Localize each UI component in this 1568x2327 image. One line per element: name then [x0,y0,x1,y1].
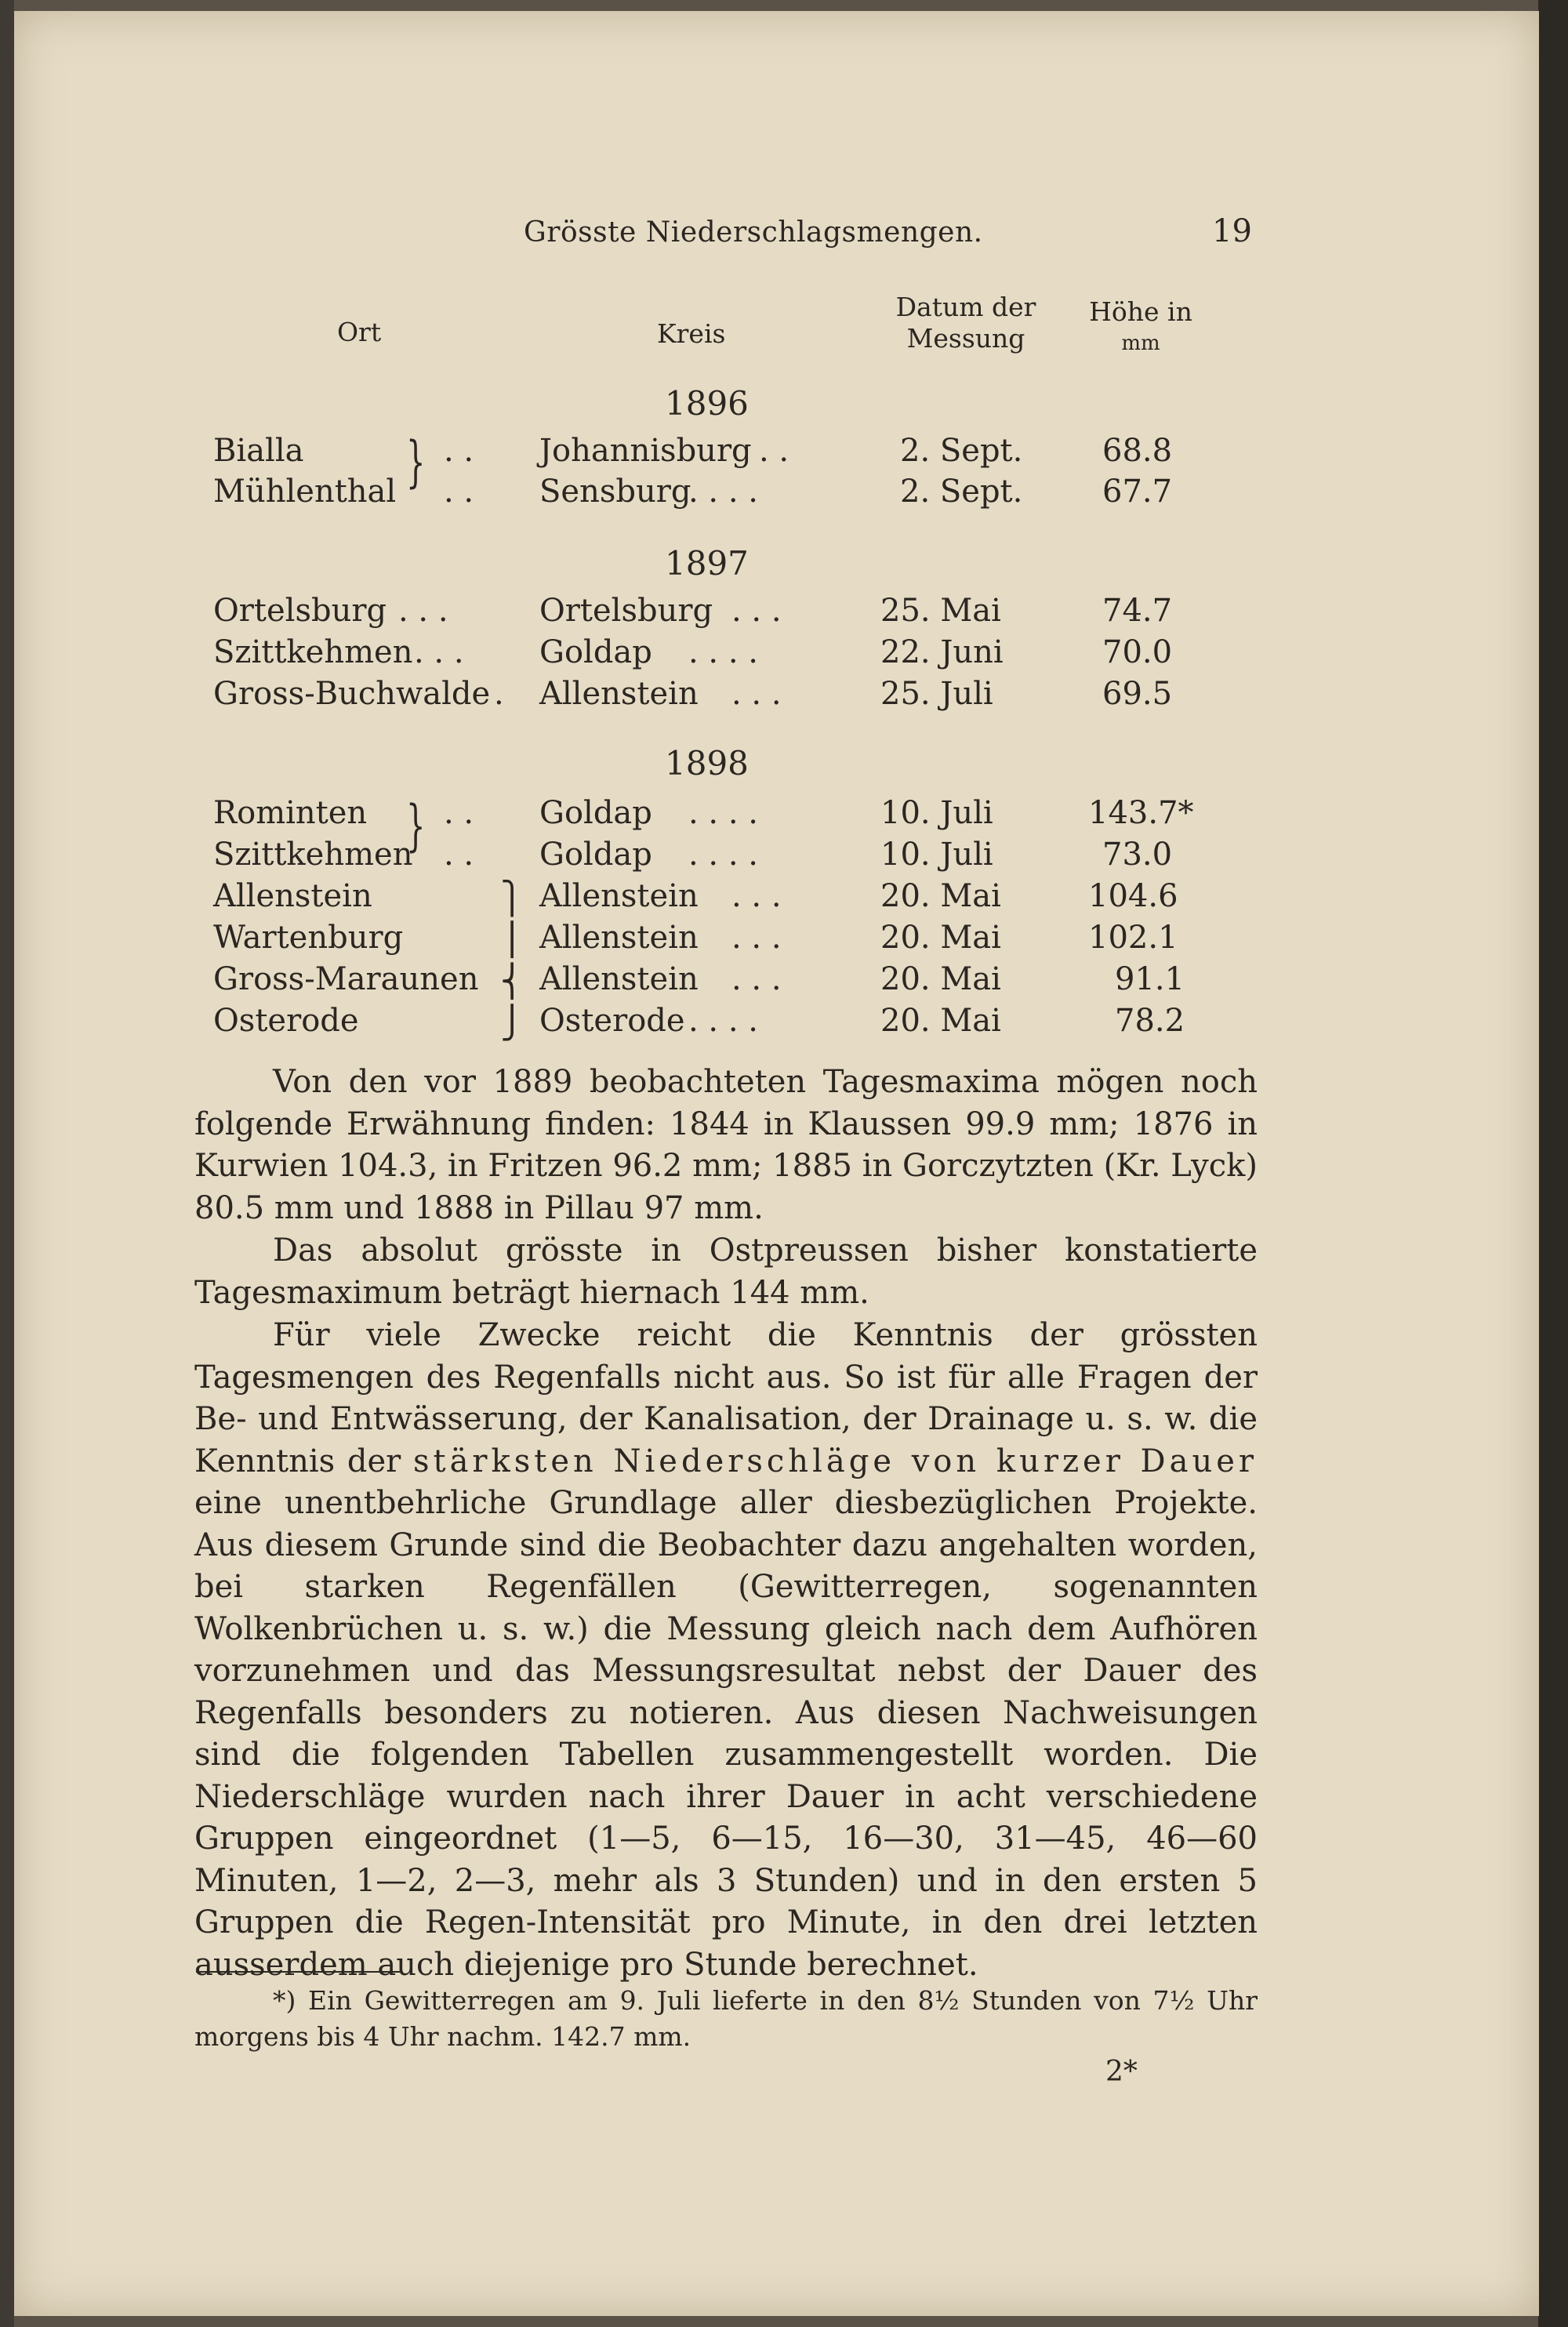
col-header-datum [880,292,1052,354]
footnote-rule [196,1971,401,1973]
dot-leader: . [494,676,504,712]
ort-cell: Allenstein [213,878,372,914]
kreis-cell: Goldap [539,634,652,670]
footnote: *) Ein Gewitterregen am 9. Juli lieferte in den 8½ Stunden von 7½ Uhr morgens bis 4 Uhr nachm. 142.7 mm. [194,1985,1258,2052]
dot-leader: . . . [731,878,782,914]
paragraph-3-end: eine unentbehrliche Grundlage aller diesbezüglichen Projekte. Aus diesem Grunde sind die Beobachter dazu angehalten worden, bei starken Regenfällen (Gewitterregen, sogenannten Wolkenbrüchen u. s. w.) die Messung gleich nach dem Aufhören vorzunehmen und das Messungsresultat nebst der Dauer des Regenfalls besonders zu notieren. Aus diesen Nachweisungen sind die folgenden Tabellen zusammengestellt worden. Die Niederschläge wurden nach ihrer Dauer in acht verschiedene Gruppen eingeordnet (1—5, 6—15, 16—30, 31—45, 46—60 Minuten, 1—2, 2—3, mehr als 3 Stunden) und in den ersten 5 Gruppen die Regen-Intensität pro Minute, in den drei letzten ausserdem auch diejenige pro Stunde berechnet. [194,1485,1258,1983]
brace-1898-b: ⎫ ⎪ ⎨ ⎭ [500,880,524,1041]
paragraph-1: Von den vor 1889 beobachteten Tagesmaxima mögen noch folgende Erwähnung finden: 1844 in Klaussen 99.9 mm; 1876 in Kurwien 104.3, in Fritzen 96.2 mm; 1885 in Gorczytzten (Kr. Lyck) 80.5 mm und 1888 in Pillau 97 mm. [194,1064,1258,1226]
datum-cell: 20. Mai [880,920,1001,956]
ort-cell: Rominten [213,795,368,831]
dot-leader: . . [444,474,474,510]
dot-leader: . . . [731,920,782,956]
dot-leader: . . [444,433,474,469]
dot-leader: . . . [398,593,448,629]
year-heading: 1897 [665,544,749,583]
dot-leader: . . . [731,593,782,629]
datum-cell: 20. Mai [880,1003,1001,1039]
dot-leader: . . . [414,634,464,670]
col-header-hoehe-line1: Höhe in [1089,296,1192,327]
ort-cell: Wartenburg [213,920,404,956]
page-number: 19 [1212,213,1252,249]
year-heading: 1898 [665,744,749,782]
kreis-cell: Allenstein [539,676,699,712]
kreis-cell: Ortelsburg [539,593,713,629]
col-header-ort: Ort [337,317,382,347]
year-heading: 1896 [665,384,749,423]
datum-cell: 10. Juli [880,795,993,831]
hoehe-cell: 91.1 [1115,961,1185,997]
datum-cell: 25. Juli [880,676,993,712]
datum-cell: 20. Mai [880,878,1001,914]
book-page [14,11,1539,2316]
hoehe-cell: 143.7* [1088,795,1194,831]
datum-cell: 2. Sept. [900,474,1023,510]
hoehe-cell: 70.0 [1102,634,1173,670]
ort-cell: Bialla [213,433,304,469]
kreis-cell: Goldap [539,795,652,831]
kreis-cell: Allenstein [539,961,699,997]
brace-1898-a: } [406,793,426,858]
dot-leader: . . [759,433,789,469]
col-header-hoehe-line2: mm [1121,332,1160,355]
col-header-datum-line1: Datum der [895,292,1036,322]
ort-cell: Osterode [213,1003,359,1039]
col-header-kreis: Kreis [657,318,726,349]
kreis-cell: Sensburg [539,474,691,510]
datum-cell: 20. Mai [880,961,1001,997]
datum-cell: 22. Juni [880,634,1004,670]
ort-cell: Mühlenthal [213,474,397,510]
hoehe-cell: 78.2 [1115,1003,1185,1039]
hoehe-cell: 104.6 [1088,878,1178,914]
hoehe-cell: 102.1 [1088,920,1178,956]
kreis-cell: Goldap [539,837,652,873]
dot-leader: . . [444,837,474,873]
paragraph-2: Das absolut grösste in Ostpreussen bisher konstatierte Tagesmaximum beträgt hiernach 144 mm. [194,1232,1258,1311]
running-header: Grösste Niederschlagsmengen. [524,216,983,249]
dot-leader: . . . [731,676,782,712]
paragraph-3-start: Für viele Zwecke reicht die Kenntnis der grössten Tagesmengen des Regenfalls nicht aus. So ist für alle Fragen der Be- und Entwässerung, der Kanalisation, der Drainage u. s. w. die Kenntnis der [194,1317,1258,1479]
dot-leader: . . . [731,961,782,997]
col-header-datum-line2: Messung [906,323,1025,354]
kreis-cell: Johannisburg [539,433,752,469]
datum-cell: 2. Sept. [900,433,1023,469]
ort-cell: Szittkehmen [213,837,413,873]
col-header-hoehe [1082,296,1200,359]
ort-cell: Gross-Buchwalde [213,676,491,712]
ort-cell: Szittkehmen [213,634,413,670]
dot-leader: . . . . [688,474,759,510]
kreis-cell: Osterode [539,1003,685,1039]
kreis-cell: Allenstein [539,878,699,914]
datum-cell: 10. Juli [880,837,993,873]
kreis-cell: Allenstein [539,920,699,956]
page-edge-left [0,0,14,2327]
dot-leader: . . . . [688,1003,759,1039]
hoehe-cell: 73.0 [1102,837,1173,873]
brace-1896: } [406,430,426,494]
paragraph-3 [194,1315,1258,1986]
hoehe-cell: 74.7 [1102,593,1173,629]
hoehe-cell: 67.7 [1102,474,1173,510]
datum-cell: 25. Mai [880,593,1001,629]
dot-leader: . . . . [688,795,759,831]
hoehe-cell: 69.5 [1102,676,1173,712]
dot-leader: . . [444,795,474,831]
emphasis-spaced: stärksten Niederschläge von kurzer Dauer [412,1443,1258,1479]
hoehe-cell: 68.8 [1102,433,1173,469]
page-edge-right [1538,0,1568,2327]
ort-cell: Gross-Maraunen [213,961,479,997]
dot-leader: . . . . [688,837,759,873]
sheet-signature: 2* [1105,2056,1138,2088]
dot-leader: . . . . [688,634,759,670]
ort-cell: Ortelsburg [213,593,387,629]
